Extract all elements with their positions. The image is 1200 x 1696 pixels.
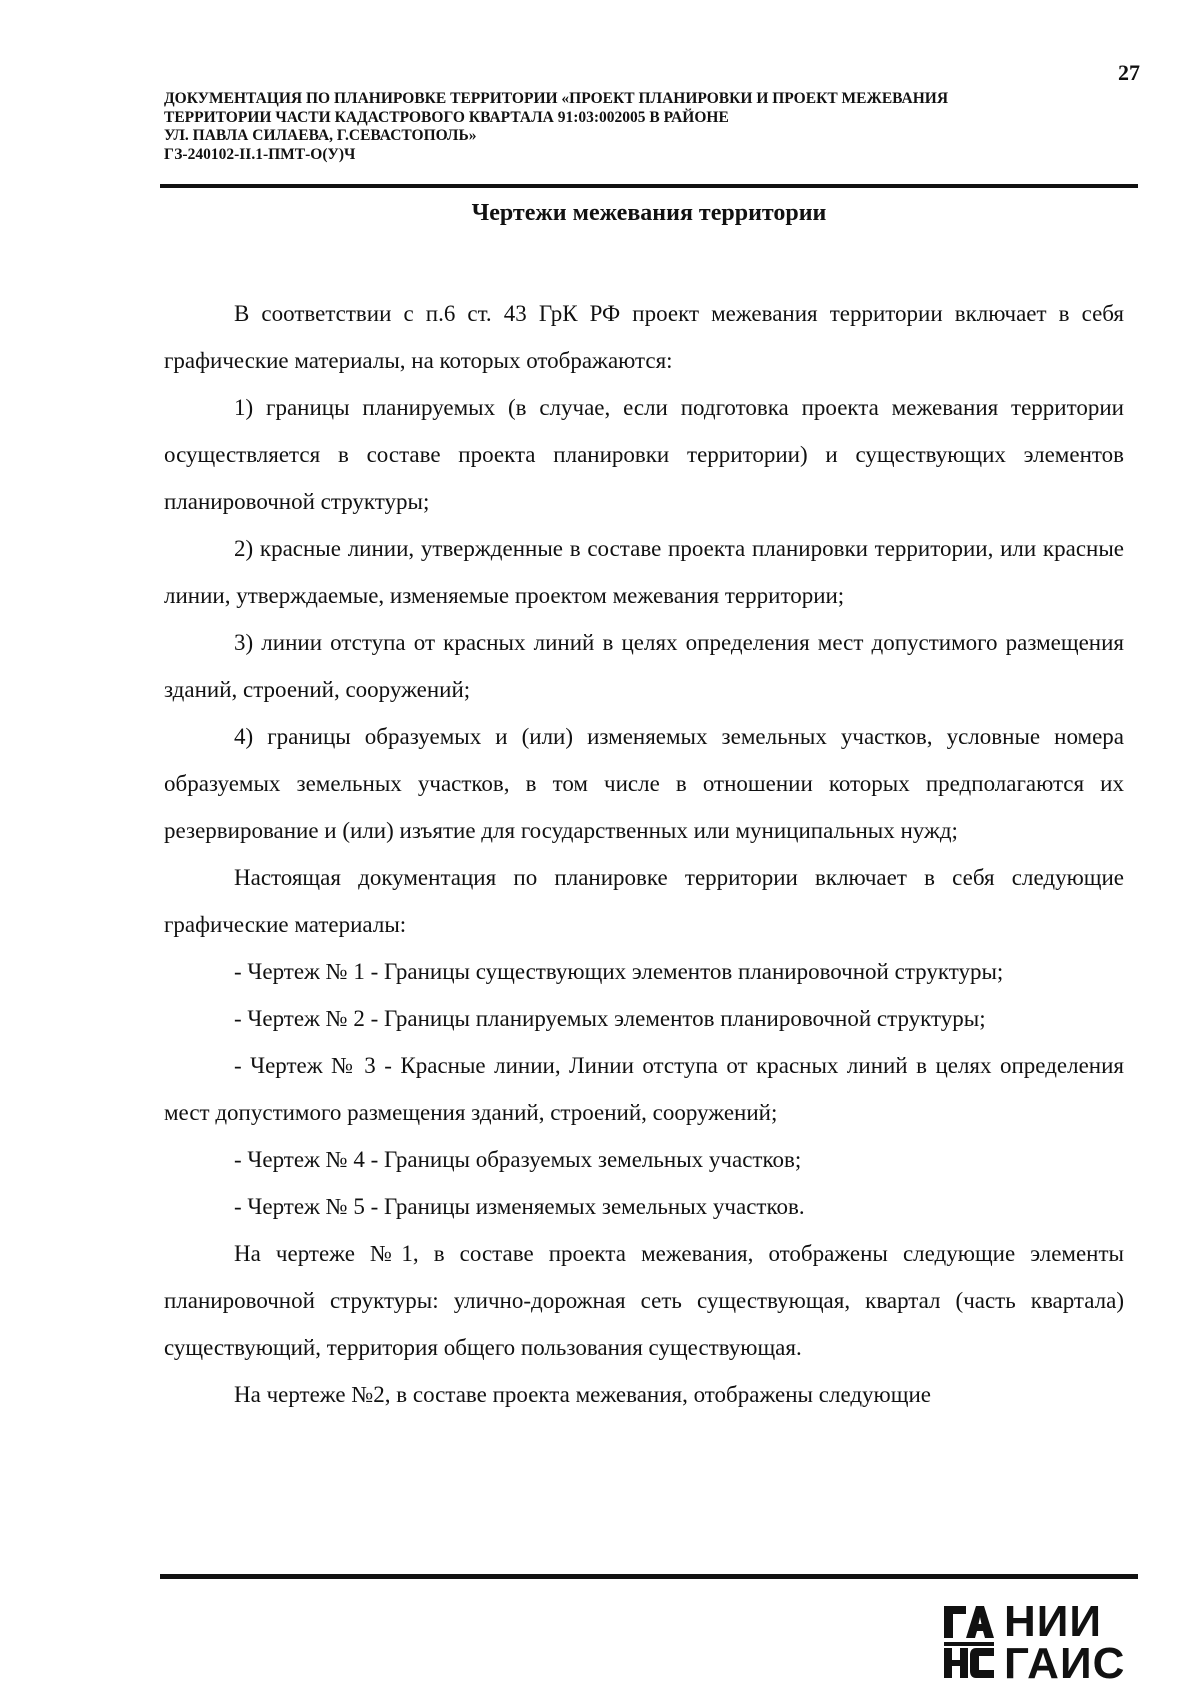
header-line-2: ТЕРРИТОРИИ ЧАСТИ КАДАСТРОВОГО КВАРТАЛА 91:03:002005 В РАЙОНЕ <box>164 108 729 126</box>
paragraph-drawing-3: - Чертеж № 3 - Красные линии, Линии отступа от красных линий в целях определения мест допустимого размещения зданий, строений, сооружений; <box>164 1053 1124 1125</box>
footer-divider <box>160 1574 1138 1579</box>
paragraph-item-4: 4) границы образуемых и (или) изменяемых земельных участков, условные номера образуемых земельных участков, в том числе в отношении которых предполагаются их резервирование и (или) изъятие для государственных или муниципальных нужд; <box>164 724 1124 843</box>
paragraph-item-1: 1) границы планируемых (в случае, если подготовка проекта межевания территории осуществляется в составе проекта планировки территории) и существующих элементов планировочной структуры; <box>164 395 1124 514</box>
paragraph-drawing-2: - Чертеж № 2 - Границы планируемых элементов планировочной структуры; <box>234 1006 986 1031</box>
document-header <box>164 90 1124 164</box>
paragraph-item-2: 2) красные линии, утвержденные в составе проекта планировки территории, или красные линии, утверждаемые, изменяемые проектом межевания территории; <box>164 536 1124 608</box>
header-line-4: ГЗ-240102-II.1-ПМТ-О(У)Ч <box>164 145 356 163</box>
paragraph-drawing-4: - Чертеж № 4 - Границы образуемых земельных участков; <box>234 1147 802 1172</box>
logo-mark-icon <box>942 1602 996 1682</box>
paragraph-drawing-5: - Чертеж № 5 - Границы изменяемых земельных участков. <box>234 1194 805 1219</box>
paragraph-item-3: 3) линии отступа от красных линий в целях определения мест допустимого размещения зданий, строений, сооружений; <box>164 630 1124 702</box>
header-line-1: ДОКУМЕНТАЦИЯ ПО ПЛАНИРОВКЕ ТЕРРИТОРИИ «ПРОЕКТ ПЛАНИРОВКИ И ПРОЕКТ МЕЖЕВАНИЯ <box>164 90 949 107</box>
page-title: Чертежи межевания территории <box>471 200 827 226</box>
paragraph-drawing-1-description: На чертеже №1, в составе проекта межевания, отображены следующие элементы планировочной структуры: улично-дорожная сеть существующая, квартал (часть квартала) существующий, территория общего пользования существующая. <box>164 1241 1124 1360</box>
paragraph-drawing-2-description: На чертеже №2, в составе проекта межевания, отображены следующие <box>234 1382 931 1407</box>
company-logo <box>942 1597 1138 1690</box>
document-body <box>164 290 1124 1418</box>
header-line-3: УЛ. ПАВЛА СИЛАЕВА, Г.СЕВАСТОПОЛЬ» <box>164 127 477 144</box>
logo-text-gais: ГАИС <box>1004 1639 1126 1688</box>
page-number: 27 <box>1118 60 1140 85</box>
paragraph-drawing-1: - Чертеж № 1 - Границы существующих элементов планировочной структуры; <box>234 959 1004 984</box>
paragraph-intro: В соответствии с п.6 ст. 43 ГрК РФ проект межевания территории включает в себя графические материалы, на которых отображаются: <box>164 301 1124 373</box>
header-divider <box>160 184 1138 188</box>
logo-text-nii: НИИ <box>1004 1597 1103 1646</box>
paragraph-materials-intro: Настоящая документация по планировке территории включает в себя следующие графические материалы: <box>164 865 1124 937</box>
